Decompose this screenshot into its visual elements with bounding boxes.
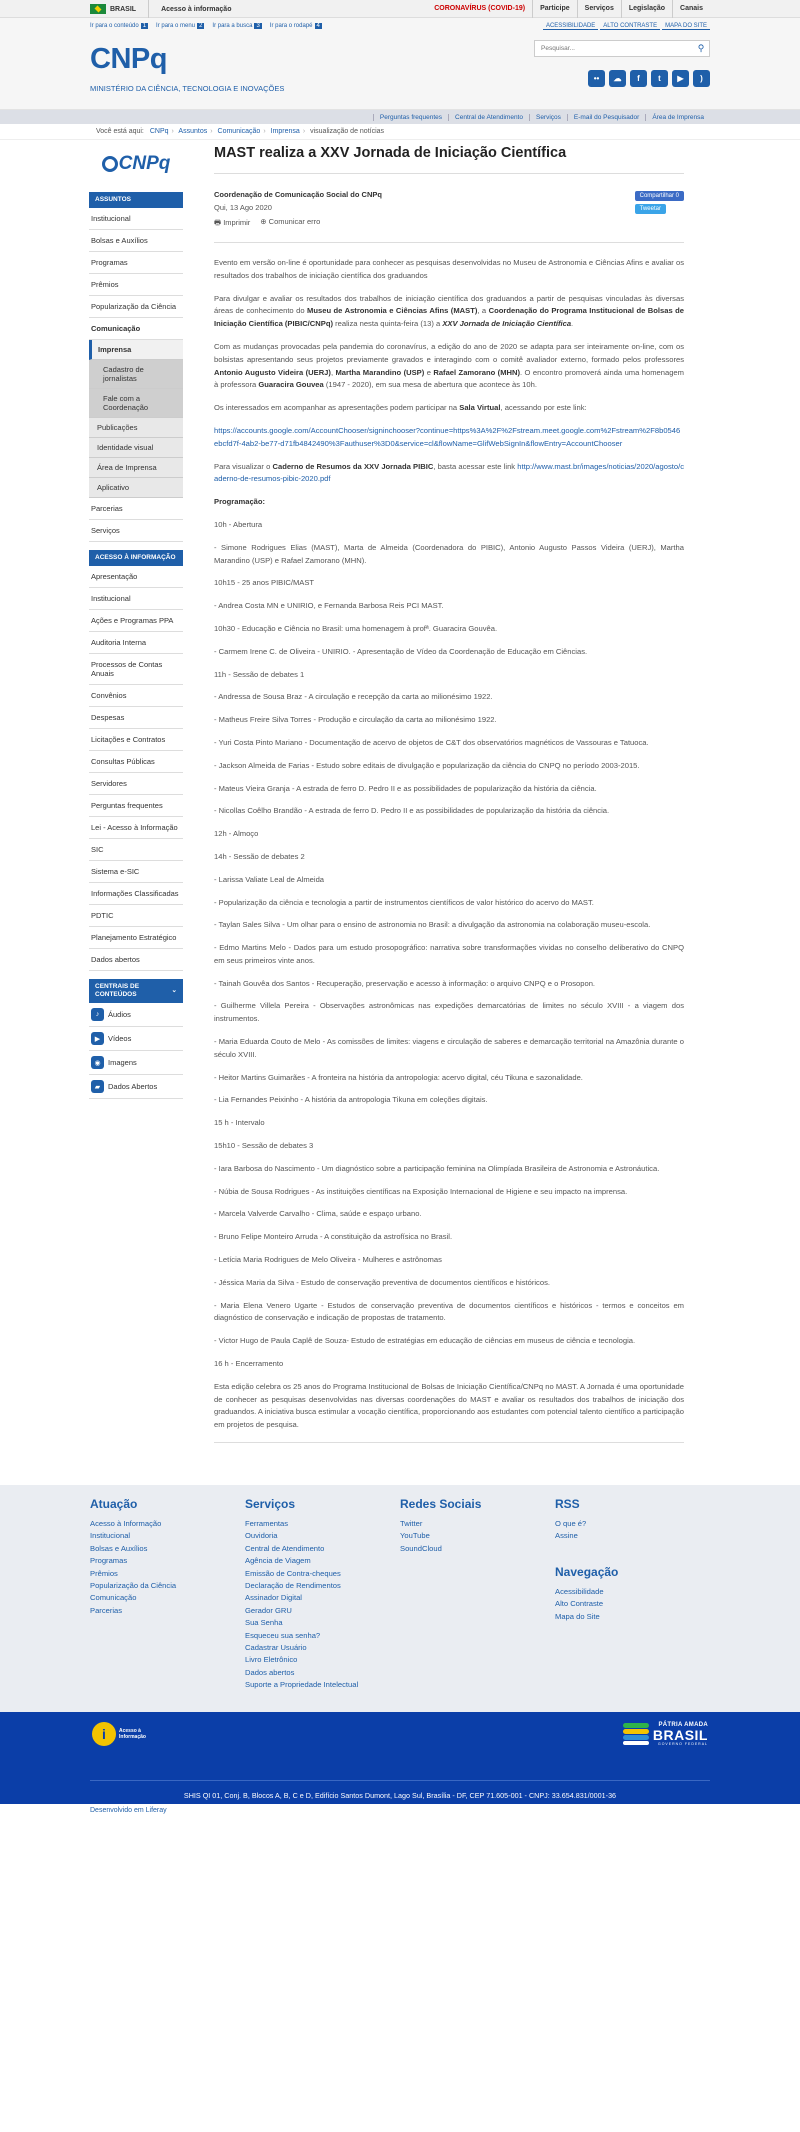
text-bold: Caderno de Resumos da XXV Jornada PIBIC — [272, 461, 434, 471]
breadcrumb-separator: › — [302, 128, 306, 135]
page-title: MAST realiza a XXV Jornada de Iniciação Científica — [214, 145, 684, 174]
gov-brasil-label: BRASIL — [110, 5, 137, 13]
footer-link[interactable]: Central de Atendimento — [245, 1543, 325, 1553]
program-item: - Letícia Maria Rodrigues de Melo Oliveira - Mulheres e astrônomas — [214, 1255, 442, 1265]
footer-list — [400, 1518, 555, 1555]
footer-link[interactable]: Twitter — [400, 1519, 423, 1529]
sidebar-subitem[interactable]: Aplicativo — [89, 478, 183, 498]
program-item: 16 h - Encerramento — [214, 1359, 284, 1369]
sidebar-item[interactable]: PDTIC — [89, 905, 183, 927]
program-item: - Andrea Costa MN e UNIRIO, e Fernanda Barbosa Reis PCI MAST. — [214, 601, 444, 611]
article-tools — [214, 217, 382, 230]
footer-link[interactable]: Acessibilidade — [555, 1586, 604, 1596]
program-item: - Simone Rodrigues Elias (MAST), Marta de Almeida (Coordenadora do PIBIC), Antonio Augusto Passos Videira (UERJ), Martha Marandino (USP) e Rafael Zamorano (MHN). — [214, 542, 684, 565]
access-info-logo-text — [119, 1728, 146, 1740]
footer — [0, 1485, 800, 1712]
search-icon[interactable]: ⚲ — [697, 43, 705, 53]
footer-link[interactable]: Bolsas e Auxílios — [90, 1543, 148, 1553]
access-info-logo[interactable] — [92, 1722, 146, 1746]
sidebar-central-videos[interactable] — [89, 1027, 183, 1051]
sidebar-item[interactable]: Despesas — [89, 707, 183, 729]
footer-list — [555, 1518, 710, 1543]
chevron-down-icon: ⌄ — [171, 987, 177, 994]
program-item: 10h15 - 25 anos PIBIC/MAST — [214, 578, 315, 588]
article-intro: Evento em versão on-line é oportunidade para conhecer as pesquisas desenvolvidas no Museu de Astronomia e Ciências Afins e avaliar os resultados dos trabalhos de iniciação científica dos graduandos — [214, 258, 684, 280]
sidebar-central-label: Dados Abertos — [108, 1082, 158, 1091]
service-link-servicos[interactable]: Serviços — [529, 114, 567, 121]
program-item: - Iara Barbosa do Nascimento - Um diagnóstico sobre a participação feminina na Olimpíada Brasileira de Astronomia e Astronáutica. — [214, 1163, 660, 1173]
skip-label: Ir para o rodapé — [269, 23, 313, 29]
text: (1947 - 2020), em sua mesa de abertura que acontece às 10h. — [323, 380, 537, 390]
brasil-logo-text — [653, 1722, 708, 1746]
brasil-line: GOVERNO FEDERAL — [657, 1741, 708, 1746]
sidebar-item[interactable]: Consultas Públicas — [89, 751, 183, 773]
program-item: 15 h - Intervalo — [214, 1118, 265, 1128]
high-contrast-link[interactable]: ALTO CONTRASTE — [600, 23, 660, 30]
sidebar-subitem[interactable]: Identidade visual — [89, 438, 183, 458]
skip-key: 1 — [142, 23, 147, 29]
program-heading: Programação: — [214, 497, 266, 507]
sidebar-item[interactable]: Programas — [89, 252, 183, 274]
program-item: - Tainah Gouvêa dos Santos - Recuperação, preservação e acesso à informação: o arquivo CNPQ e o Prosopon. — [214, 978, 596, 988]
gov-links — [427, 0, 710, 18]
cnpq-logo-mark — [102, 156, 118, 172]
footer-heading: Serviços — [245, 1497, 296, 1512]
info-icon: i — [92, 1722, 116, 1746]
flickr-icon[interactable]: •• — [588, 70, 605, 87]
sidebar-item[interactable]: Apresentação — [89, 566, 183, 588]
text: , basta acessar este link — [433, 461, 518, 471]
program-item: - Maria Eduarda Couto de Melo - As comissões de limites: viagens e circulação de saberes e demarcação territorial na Amazônia durante o século XVIII. — [214, 1037, 684, 1059]
accessibility-link[interactable]: ACESSIBILIDADE — [543, 23, 598, 30]
program-item: 11h - Sessão de debates 1 — [214, 669, 305, 679]
footer-link[interactable]: Parcerias — [90, 1605, 123, 1615]
sidebar-item[interactable]: Processos de Contas Anuais — [89, 654, 183, 685]
program-item: - Matheus Freire Silva Torres - Produção e circulação da carta ao milionésimo 1922. — [214, 715, 497, 725]
program-item: - Mateus Vieira Granja - A estrada de ferro D. Pedro II e as possibilidades de popularização da história da ciência. — [214, 783, 597, 793]
sidebar-item[interactable]: Popularização da Ciência — [89, 296, 183, 318]
sitemap-link[interactable]: MAPA DO SITE — [662, 23, 710, 30]
breadcrumb-separator: › — [263, 128, 266, 135]
text: e — [424, 367, 434, 377]
program-item: - Bruno Felipe Monteiro Arruda - A constituição da astrofísica no Brasil. — [214, 1232, 453, 1242]
program-item: - Carmem Irene C. de Oliveira - UNIRIO. - Apresentação de Vídeo da Coordenação de Educação em Ciências. — [214, 646, 588, 656]
breadcrumb-item[interactable]: CNPq — [149, 128, 169, 135]
text-bold: Coordenação do Programa Institucional de Bolsas de Iniciação Científica (PIBIC/CNPq) — [214, 306, 684, 329]
breadcrumb — [0, 124, 800, 140]
footer-link[interactable]: Ferramentas — [245, 1519, 289, 1529]
text: realiza nesta quinta-feira (13) a — [333, 319, 443, 329]
rss-icon[interactable]: ) — [693, 70, 710, 87]
article-paragraph — [214, 461, 684, 487]
skip-key: 4 — [316, 23, 320, 29]
gov-bar — [0, 0, 800, 18]
footer-link[interactable]: Declaração de Rendimentos — [245, 1581, 341, 1591]
text: , acessando por este link: — [500, 403, 587, 413]
program-item: - Edmo Martins Melo - Dados para um estudo prosopográfico: narrativa sobre transformações vividas no conselho deliberativo do CNPQ em seus primeiros vinte anos. — [214, 943, 684, 965]
folder-icon: ▰ — [91, 1080, 104, 1093]
text-bold: Museu de Astronomia e Ciências Afins (MAST) — [307, 306, 478, 316]
skip-to-search[interactable] — [212, 23, 261, 29]
program-item: - Andressa de Sousa Braz - A circulação e recepção da carta ao milionésimo 1922. — [214, 692, 493, 702]
sidebar-item[interactable]: SIC — [89, 839, 183, 861]
accessibility-links — [543, 23, 710, 30]
audio-icon: ♪ — [91, 1008, 104, 1021]
footer-link[interactable]: Mapa do Site — [555, 1611, 600, 1621]
program-item: - Jackson Almeida de Farias - Estudo sobre editais de divulgação e popularização da ciência do CNPQ no período 2003-2015. — [214, 760, 640, 770]
search-input[interactable] — [535, 45, 693, 52]
sidebar-item[interactable]: Licitações e Contratos — [89, 729, 183, 751]
cnpq-logo-text: CNPq — [118, 153, 171, 174]
program-item: 10h - Abertura — [214, 519, 263, 529]
program-item: - Guilherme Villela Pereira - Observações astronômicas nas expedições demarcatórias de limites no século XVIII - a viagem dos instrumentos. — [214, 1001, 684, 1024]
sidebar-item-imprensa[interactable]: Imprensa — [89, 340, 183, 360]
logo-line: Informação — [119, 1733, 146, 1740]
text: . — [571, 319, 574, 329]
sidebar-item[interactable]: Serviços — [89, 520, 183, 542]
footer-heading: Redes Sociais — [400, 1497, 482, 1512]
footer-link[interactable]: Emissão de Contra-cheques — [245, 1568, 341, 1578]
program-item: - Jéssica Maria da Silva - Estudo de conservação preventiva de documentos científicos e históricos. — [214, 1277, 550, 1287]
article-closing: Esta edição celebra os 25 anos do Programa Institucional de Bolsas de Iniciação Científica/CNPq no MAST. A Jornada é uma oportunidade de conhecer as pesquisas desenvolvidas nas diversas coordenações do MAST e avaliar os resultados dos trabalhos de iniciação dos graduandos. A iniciativa busca estimular a vocação científica, proporcionando aos estudantes com potencial talento científico a participação em projetos de pesquisa. — [214, 1381, 684, 1430]
sidebar-item[interactable]: Servidores — [89, 773, 183, 795]
sidebar-subitem[interactable]: Fale com a Coordenação — [89, 389, 183, 418]
content-divider — [214, 1442, 684, 1443]
footer-link[interactable]: Esqueceu sua senha? — [245, 1630, 321, 1640]
text: Para visualizar o — [214, 461, 273, 471]
sidebar-item[interactable]: Sistema e-SIC — [89, 861, 183, 883]
text-bold: Guaracira Gouvea — [258, 380, 324, 390]
sidebar-head-acesso: ACESSO À INFORMAÇÃO — [89, 550, 183, 566]
camera-icon: ◉ — [91, 1056, 104, 1069]
service-bar — [0, 110, 800, 124]
site-name[interactable]: CNPq — [90, 43, 167, 75]
service-link-imprensa[interactable]: Área de Imprensa — [645, 114, 710, 121]
sidebar-item[interactable]: Perguntas frequentes — [89, 795, 183, 817]
text: Para divulgar e avaliar os resultados dos trabalhos de iniciação científica dos graduandos a partir de pesquisas vinculadas às diversas áreas de conhecimento do — [214, 293, 684, 316]
breadcrumb-item[interactable]: Comunicação — [217, 128, 261, 135]
text: Com as mudanças provocadas pela pandemia do coronavírus, a edição do ano de 2020 se adapta para ser inteiramente on-line, com os bolsistas apresentando seus projetos previamente gravados e interagindo com o comitê avaliador externo, formado pelos professores — [214, 341, 684, 364]
article-paragraph — [214, 425, 684, 451]
sidebar-central-label: Imagens — [108, 1058, 137, 1067]
text: . O encontro promoverá ainda uma homenagem à professora — [214, 367, 684, 390]
article-author: Coordenação de Comunicação Social do CNPq — [214, 190, 382, 199]
site-subtitle: MINISTÉRIO DA CIÊNCIA, TECNOLOGIA E INOVAÇÕES — [90, 84, 285, 93]
cnpq-logo[interactable] — [89, 140, 183, 188]
powered-by-link[interactable]: Desenvolvido em Liferay — [90, 1806, 167, 1814]
sidebar-subitem[interactable]: Publicações — [89, 418, 183, 438]
program-item: - Larissa Valiate Leal de Almeida — [214, 874, 325, 884]
footer-link[interactable]: YouTube — [400, 1531, 430, 1541]
skip-label: Ir para o conteúdo — [90, 23, 139, 29]
footer-list — [90, 1518, 245, 1617]
footer-link[interactable]: Dados abertos — [245, 1667, 295, 1677]
virtual-room-link[interactable]: https://accounts.google.com/AccountChooser/signinchooser?continue=https%3A%2F%2Fstream.meet.google.com%2Fstream%2F8b0546ebcfd7f-4ab2-be77-d71fb4842490%3Fauthuser%3D0&service=cl&flowName=GlifWebSignIn&flowEntry=AccountChooser — [214, 425, 681, 448]
footer-link[interactable]: O que é? — [555, 1519, 587, 1529]
footer-list — [245, 1518, 400, 1692]
search-box — [534, 40, 710, 57]
article-meta — [214, 184, 684, 243]
footer-link[interactable]: Sua Senha — [245, 1618, 283, 1628]
breadcrumb-current: visualização de notícias — [310, 128, 385, 135]
program-item: 12h - Almoço — [214, 829, 259, 839]
sidebar-item[interactable]: Bolsas e Auxílios — [89, 230, 183, 252]
footer-list — [555, 1586, 710, 1623]
skip-to-content[interactable] — [90, 23, 148, 29]
program-item: - Nicollas Coêlho Brandão - A estrada de ferro D. Pedro II e as possibilidades de popularização da história da ciência. — [214, 806, 610, 816]
sidebar — [89, 140, 183, 1099]
skip-key: 2 — [199, 23, 203, 29]
footer-heading: Navegação — [555, 1564, 619, 1579]
text-bold: Sala Virtual — [459, 403, 501, 413]
article-body — [214, 257, 684, 1432]
footer-link[interactable]: Assine — [555, 1531, 578, 1541]
abstracts-pdf-link[interactable]: http://www.mast.br/images/noticias/2020/agosto/caderno-de-resumos-pibic-2020.pdf — [214, 461, 685, 484]
facebook-share-button[interactable]: Compartilhar 0 — [635, 191, 684, 201]
footer-link[interactable]: Acesso à Informação — [90, 1519, 162, 1529]
sidebar-item[interactable]: Institucional — [89, 208, 183, 230]
report-error-button[interactable] — [260, 217, 320, 230]
program-item: - Heitor Martins Guimarães - A fronteira na história da antropologia: acervo digital, céu Tikuna e sazonalidade. — [214, 1072, 583, 1082]
gov-link-canais[interactable]: Canais — [672, 0, 710, 18]
footer-link[interactable]: Gerador GRU — [245, 1605, 292, 1615]
program-list — [214, 519, 684, 1371]
breadcrumb-separator: › — [171, 128, 174, 135]
article-paragraph — [214, 402, 684, 415]
footer-link[interactable]: Institucional — [90, 1531, 131, 1541]
sidebar-central-imagens[interactable] — [89, 1051, 183, 1075]
gov-link-legislacao[interactable]: Legislação — [621, 0, 672, 18]
gov-link-participe[interactable]: Participe — [532, 0, 577, 18]
sidebar-central-audios[interactable] — [89, 1003, 183, 1027]
text-bold: Rafael Zamorano (MHN) — [433, 367, 521, 377]
footer-link[interactable]: Prêmios — [90, 1568, 118, 1578]
sidebar-item[interactable]: Ações e Programas PPA — [89, 610, 183, 632]
program-item: - Popularização da ciência e tecnologia a partir de instrumentos científicos de valor histórico do acervo do MAST. — [214, 897, 594, 907]
text: , — [330, 367, 336, 377]
footer-bottom — [0, 1712, 800, 1804]
sidebar-head-label: CENTRAIS DE CONTEÚDOS — [95, 983, 140, 998]
footer-col-rss — [555, 1497, 710, 1692]
footer-link[interactable]: Agência de Viagem — [245, 1556, 311, 1566]
twitter-icon[interactable]: t — [651, 70, 668, 87]
gov-brasil-link[interactable] — [90, 0, 149, 18]
footer-link[interactable]: Livro Eletrônico — [245, 1655, 298, 1665]
footer-col-redes — [400, 1497, 555, 1692]
breadcrumb-item[interactable]: Imprensa — [270, 128, 300, 135]
sidebar-item[interactable]: Convênios — [89, 685, 183, 707]
sidebar-central-dados[interactable] — [89, 1075, 183, 1099]
text-bold: Antonio Augusto Videira (UERJ) — [214, 367, 331, 377]
facebook-icon[interactable]: f — [630, 70, 647, 87]
skip-label: Ir para o menu — [156, 23, 196, 29]
social-icons — [588, 70, 710, 87]
footer-link[interactable]: Assinador Digital — [245, 1593, 302, 1603]
breadcrumb-item[interactable]: Assuntos — [178, 128, 208, 135]
text-bold: Martha Marandino (USP) — [335, 367, 425, 377]
program-item: - Lia Fernandes Peixinho - A história da antropologia Tikuna em coleções digitais. — [214, 1095, 488, 1105]
sidebar-subitem[interactable]: Área de Imprensa — [89, 458, 183, 478]
program-item: 15h10 - Sessão de debates 3 — [214, 1141, 314, 1151]
footer-link[interactable]: Programas — [90, 1556, 128, 1566]
footer-heading: RSS — [555, 1497, 580, 1512]
sidebar-item[interactable]: Institucional — [89, 588, 183, 610]
video-icon: ▶ — [91, 1032, 104, 1045]
footer-link[interactable]: SoundCloud — [400, 1543, 442, 1553]
sidebar-subitem[interactable]: Cadastro de jornalistas — [89, 360, 183, 389]
sidebar-head-centrais[interactable] — [89, 979, 183, 1003]
site-header — [0, 18, 800, 110]
gov-link-covid[interactable]: CORONAVÍRUS (COVID-19) — [434, 5, 526, 12]
sidebar-item[interactable]: Planejamento Estratégico — [89, 927, 183, 949]
footer-link[interactable]: Cadastrar Usuário — [245, 1643, 307, 1653]
footer-link[interactable]: Ouvidoria — [245, 1531, 278, 1541]
brazil-flag-icon — [90, 4, 106, 14]
footer-link[interactable]: Popularização da Ciência — [90, 1581, 177, 1591]
footer-heading: Atuação — [90, 1497, 138, 1512]
program-item: - Yuri Costa Pinto Mariano - Documentação de acervo de objetos de C&T dos observatórios magnéticos de Vassouras e Tatuoca. — [214, 737, 649, 747]
report-error-label: Comunicar erro — [268, 217, 321, 226]
sidebar-item-comunicacao[interactable]: Comunicação — [89, 318, 183, 340]
skip-label: Ir para a busca — [212, 23, 253, 29]
footer-link[interactable]: Comunicação — [90, 1593, 137, 1603]
article-paragraph — [214, 293, 684, 331]
article-paragraph — [214, 341, 684, 392]
skip-links — [90, 23, 322, 29]
program-item: - Maria Elena Venero Ugarte - Estudos de conservação preventiva de documentos científicos e históricos - termos e conceitos em diagnóstico de conservação e indicação de propostas de tratamento. — [214, 1300, 684, 1323]
youtube-icon[interactable]: ▶ — [672, 70, 689, 87]
skip-to-footer[interactable] — [270, 23, 322, 29]
brasil-gov-logo[interactable] — [623, 1722, 708, 1746]
program-item: - Taylan Sales Silva - Um olhar para o ensino de astronomia no Brasil: a divulgação da astronomia na colaboração museu-escola. — [214, 920, 651, 930]
access-info-link[interactable]: Acesso à informação — [161, 5, 232, 13]
skip-to-menu[interactable] — [156, 23, 204, 29]
sidebar-item[interactable]: Auditoria Interna — [89, 632, 183, 654]
print-label: Imprimir — [223, 218, 251, 227]
text-bold-italic: XXV Jornada de Iniciação Científica — [442, 319, 572, 329]
article-date: Qui, 13 Ago 2020 — [214, 203, 272, 212]
sidebar-item[interactable]: Parcerias — [89, 498, 183, 520]
program-item: 10h30 - Educação e Ciência no Brasil: uma homenagem à profª. Guaracira Gouvêa. — [214, 623, 498, 633]
program-item: - Victor Hugo de Paula Caplê de Souza- Estudo de estratégias em educação de ciências em museus de ciência e tecnologia. — [214, 1336, 636, 1346]
program-item: - Núbia de Sousa Rodrigues - As instituições científicas na Exposição Internacional de Higiene e seu impacto na imprensa. — [214, 1186, 628, 1196]
footer-col-atuacao — [90, 1497, 245, 1692]
service-link-email[interactable]: E-mail do Pesquisador — [567, 114, 645, 121]
text: , a — [477, 306, 489, 316]
program-item: 14h - Sessão de debates 2 — [214, 851, 305, 861]
sidebar-item[interactable]: Informações Classificadas — [89, 883, 183, 905]
sidebar-central-label: Áudios — [108, 1010, 131, 1019]
brasil-line: BRASIL — [652, 1726, 708, 1743]
footer-link[interactable]: Suporte a Propriedade Intelectual — [245, 1680, 359, 1690]
program-item: - Marcela Valverde Carvalho - Clima, saúde e espaço urbano. — [214, 1209, 422, 1219]
main-area — [90, 140, 710, 1443]
sidebar-item[interactable]: Dados abertos — [89, 949, 183, 971]
sidebar-item[interactable]: Lei - Acesso à Informação — [89, 817, 183, 839]
soundcloud-icon[interactable]: ☁ — [609, 70, 626, 87]
breadcrumb-prefix: Você está aqui: — [96, 128, 144, 135]
sidebar-item[interactable]: Prêmios — [89, 274, 183, 296]
printer-icon: 🖶 — [214, 218, 222, 227]
footer-col-servicos — [245, 1497, 400, 1692]
logo-line: Acesso à — [119, 1727, 141, 1734]
service-link-faq[interactable]: Perguntas frequentes — [373, 114, 448, 121]
sidebar-head-assuntos: ASSUNTOS — [89, 192, 183, 208]
footer-address: SHIS QI 01, Conj. B, Blocos A, B, C e D, Edifício Santos Dumont, Lago Sul, Brasília - DF, CEP 71.605-001 - CNPJ: 33.654.831/0001-36 — [90, 1780, 710, 1800]
sidebar-central-label: Vídeos — [108, 1034, 132, 1043]
share-buttons — [635, 191, 684, 230]
article-content — [214, 140, 684, 1443]
brasil-mark-icon — [623, 1723, 649, 1745]
breadcrumb-separator: › — [210, 128, 213, 135]
skip-key: 3 — [256, 23, 260, 29]
twitter-share-button[interactable]: Tweetar — [635, 204, 666, 214]
print-button[interactable] — [214, 217, 250, 230]
service-link-central[interactable]: Central de Atendimento — [448, 114, 529, 121]
brasil-line: PÁTRIA AMADA — [658, 1721, 708, 1728]
footer-link[interactable]: Alto Contraste — [555, 1599, 604, 1609]
gov-link-servicos[interactable]: Serviços — [577, 0, 621, 18]
text: Os interessados em acompanhar as apresentações podem participar na — [214, 403, 460, 413]
powered-by-bar — [0, 1804, 800, 1818]
plus-icon: ⊕ — [260, 217, 267, 226]
